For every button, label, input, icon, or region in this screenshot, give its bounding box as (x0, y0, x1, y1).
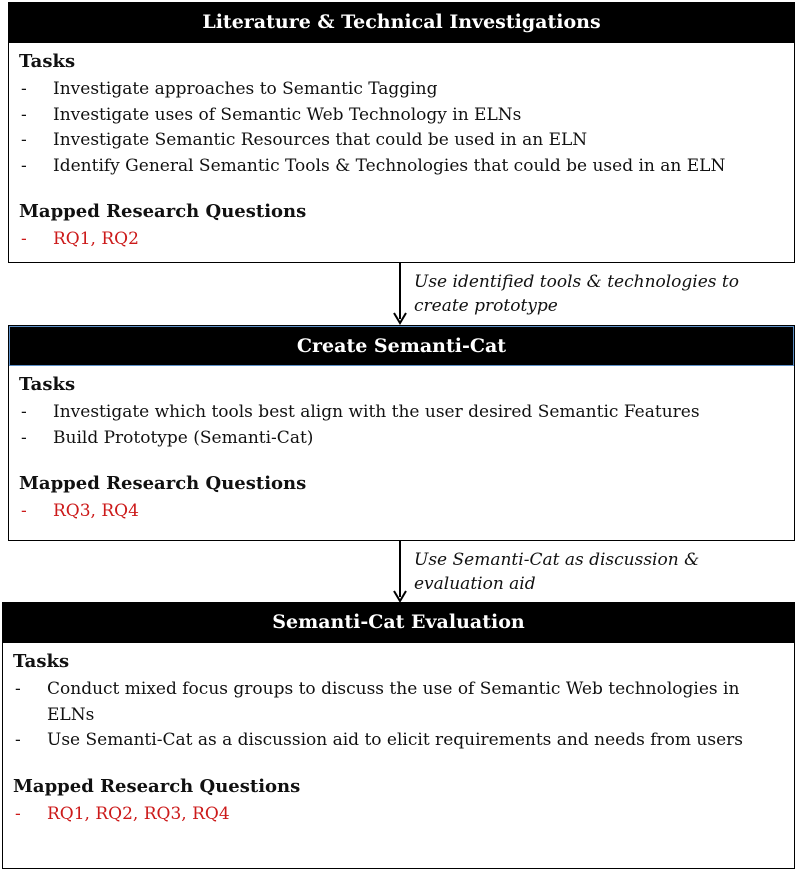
rq-list (13, 802, 784, 828)
bullet-dash: - (15, 730, 21, 750)
task-item (19, 103, 784, 129)
bullet-dash: - (21, 427, 27, 448)
rq-heading: Mapped Research Questions (19, 473, 307, 494)
bullet-dash: - (21, 130, 27, 150)
task-text: Build Prototype (Semanti-Cat) (53, 427, 314, 448)
rq-list (19, 499, 784, 525)
task-text: Investigate which tools best align with the user desired Semantic Features (53, 402, 700, 422)
tasks-heading: Tasks (19, 374, 76, 395)
arrow-note (414, 270, 739, 318)
bullet-dash: - (21, 79, 27, 99)
bullet-dash: - (21, 402, 27, 422)
rq-item (19, 227, 784, 253)
rq-list (19, 227, 784, 253)
task-list (19, 400, 784, 451)
bullet-dash: - (21, 155, 27, 176)
rq-text: RQ1, RQ2, RQ3, RQ4 (47, 803, 230, 824)
tasks-heading: Tasks (13, 651, 70, 672)
task-list (19, 77, 784, 179)
stage-body (9, 366, 794, 525)
arrow-note (414, 548, 699, 596)
stage-title: Semanti-Cat Evaluation (3, 603, 794, 643)
task-item (19, 154, 784, 180)
task-item (13, 728, 784, 754)
rq-item (19, 499, 784, 525)
arrow-note-line: create prototype (414, 296, 558, 316)
down-arrow-icon (390, 263, 410, 325)
task-item (19, 128, 784, 154)
down-arrow-icon (390, 541, 410, 603)
stage-title: Create Semanti-Cat (9, 326, 794, 366)
task-list (13, 677, 784, 754)
task-item (19, 77, 784, 103)
rq-text: RQ1, RQ2 (53, 229, 139, 249)
task-text: Identify General Semantic Tools & Technologies that could be used in an ELN (53, 155, 726, 176)
stage-box-create (8, 325, 795, 541)
task-item (19, 426, 784, 452)
arrow-note-line: Use identified tools & technologies to (414, 272, 739, 292)
task-text: Conduct mixed focus groups to discuss the use of Semantic Web technologies in ELNs (47, 679, 740, 725)
rq-heading: Mapped Research Questions (19, 201, 307, 222)
arrow-note-line: Use Semanti-Cat as discussion & (414, 550, 700, 570)
stage-body (3, 643, 794, 827)
bullet-dash: - (21, 501, 27, 521)
task-text: Investigate approaches to Semantic Tagging (53, 79, 438, 99)
task-item (13, 677, 784, 728)
task-item (19, 400, 784, 426)
stage-box-evaluation (2, 602, 795, 869)
rq-item (13, 802, 784, 828)
rq-text: RQ3, RQ4 (53, 501, 139, 521)
bullet-dash: - (21, 229, 27, 249)
bullet-dash: - (15, 803, 21, 824)
bullet-dash: - (15, 679, 21, 699)
bullet-dash: - (21, 104, 27, 125)
task-text: Investigate Semantic Resources that could be used in an ELN (53, 130, 588, 150)
stage-box-literature (8, 2, 795, 263)
stage-title: Literature & Technical Investigations (9, 3, 794, 43)
tasks-heading: Tasks (19, 51, 76, 72)
stage-body (9, 43, 794, 253)
rq-heading: Mapped Research Questions (13, 775, 301, 797)
task-text: Investigate uses of Semantic Web Technology in ELNs (53, 104, 522, 125)
task-text: Use Semanti-Cat as a discussion aid to elicit requirements and needs from users (47, 730, 744, 750)
arrow-note-line: evaluation aid (414, 574, 536, 594)
